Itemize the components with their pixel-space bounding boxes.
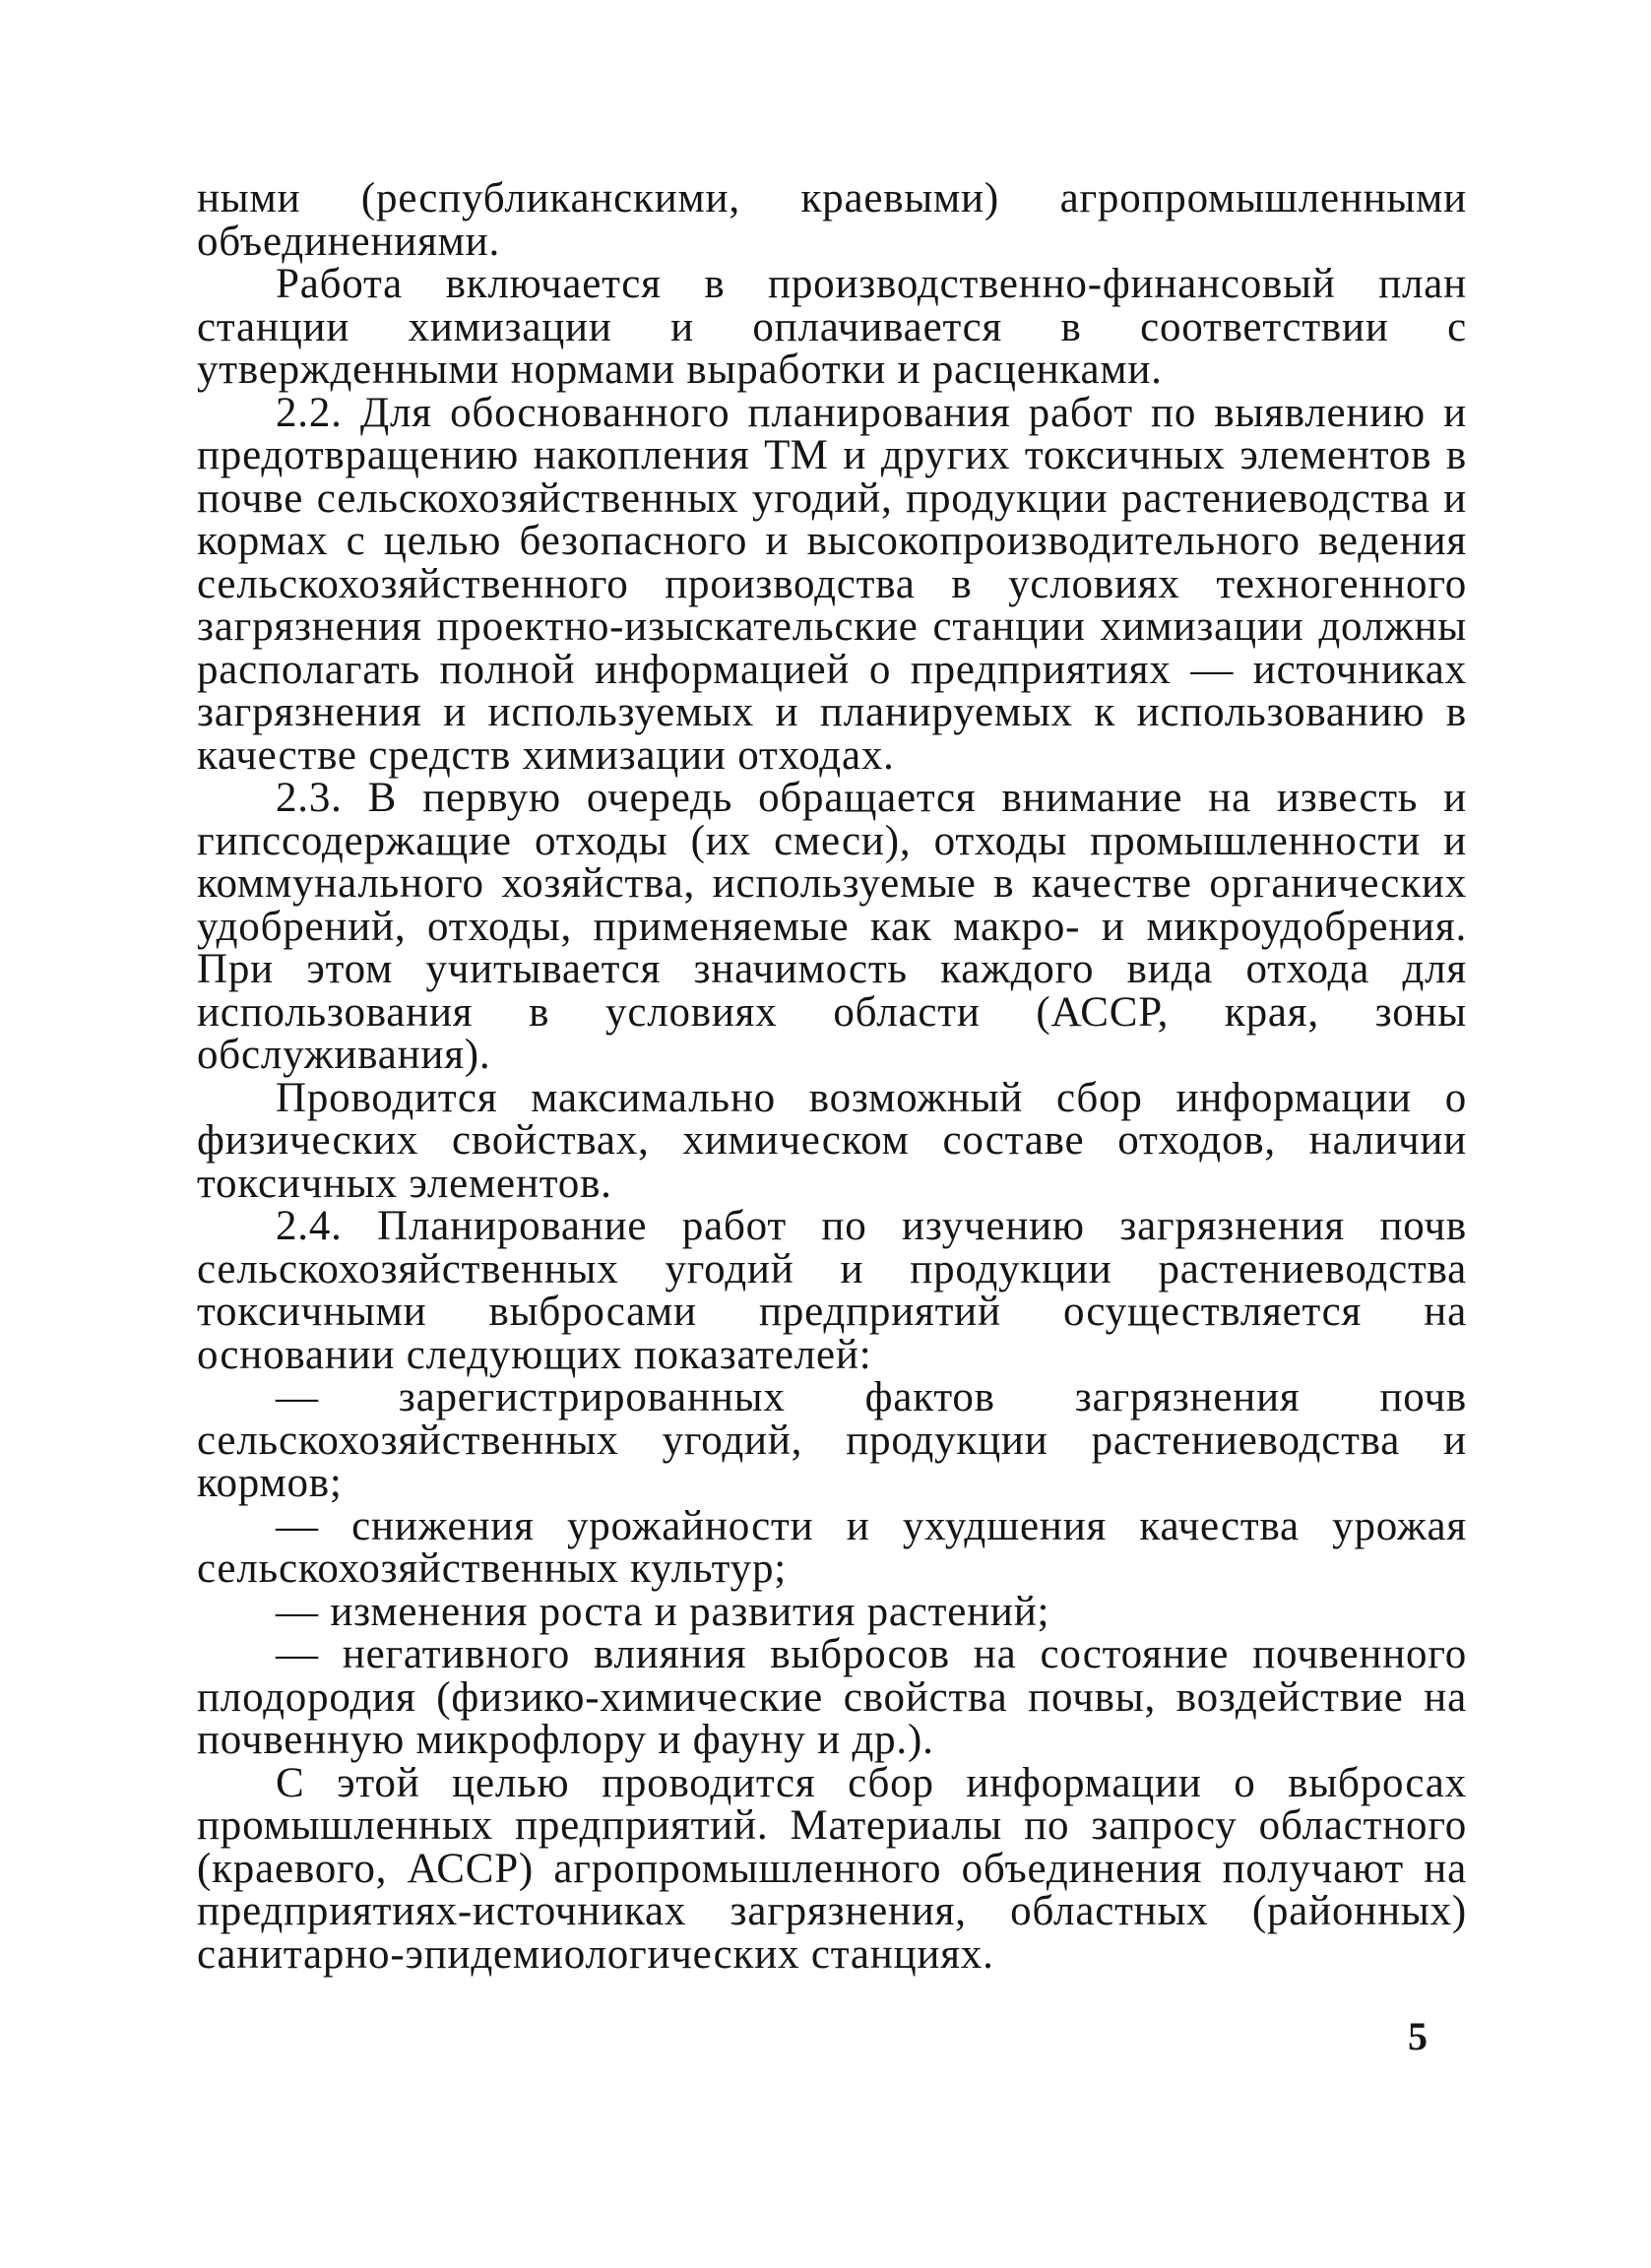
paragraph-2-2: 2.2. Для обоснованного планирования работ по выявлению и предотвращению накопления ТМ и других токсичных элементов в почве сельскохозяйственных угодий, продукции растениеводства и кормах с целью безопасного и высокопроизводительного ведения сельскохозяйственного производства в условиях техногенного загрязнения проектно-изыскательские станции химизации должны располагать полной информацией о предприятиях — источниках загрязнения и используемых и планируемых к использованию в качестве средств химизации отходах. bbox=[197, 389, 1467, 779]
page-number: 5 bbox=[1408, 2014, 1428, 2058]
paragraph-2-4: 2.4. Планирование работ по изучению загрязнения почв сельскохозяйственных угодий и продукции растениеводства токсичными выбросами предприятий осуществляется на основании следующих показателей: bbox=[197, 1203, 1467, 1378]
list-item-yield-decrease: — снижения урожайности и ухудшения качества урожая сельскохозяйственных культур; bbox=[197, 1502, 1467, 1592]
document-body bbox=[197, 177, 1467, 1976]
list-item-registered-facts: — зарегистрированных фактов загрязнения почв сельскохозяйственных угодий, продукции растениеводства и кормов; bbox=[197, 1374, 1467, 1506]
paragraph-data-sources: С этой целью проводится сбор информации о выбросах промышленных предприятий. Материалы по запросу областного (краевого, АССР) агропромышленного объединения получают на предприятиях-источниках загрязнения, областных (районных) санитарно-эпидемиологических станциях. bbox=[197, 1759, 1467, 1978]
list-item-growth-change: — изменения роста и развития растений; bbox=[276, 1588, 1050, 1635]
list-item-negative-influence: — негативного влияния выбросов на состояние почвенного плодородия (физико-химические свойства почвы, воздействие на почвенную микрофлору и фауну и др.). bbox=[197, 1631, 1467, 1763]
paragraph-work-plan: Работа включается в производственно-финансовый план станции химизации и оплачивается в соответствии с утвержденными нормами выработки и расценками. bbox=[197, 261, 1467, 393]
paragraph-continuation: ными (республиканскими, краевыми) агропромышленными объединениями. bbox=[197, 175, 1467, 265]
paragraph-2-3: 2.3. В первую очередь обращается внимание на известь и гипссодержащие отходы (их смеси), отходы промышленности и коммунального хозяйства, используемые в качестве органических удобрений, отходы, применяемые как макро- и микроудобрения. При этом учитывается значимость каждого вида отхода для использования в условиях области (АССР, края, зоны обслуживания). bbox=[197, 775, 1467, 1078]
paragraph-info-collection: Проводится максимально возможный сбор информации о физических свойствах, химическом составе отходов, наличии токсичных элементов. bbox=[197, 1074, 1467, 1207]
